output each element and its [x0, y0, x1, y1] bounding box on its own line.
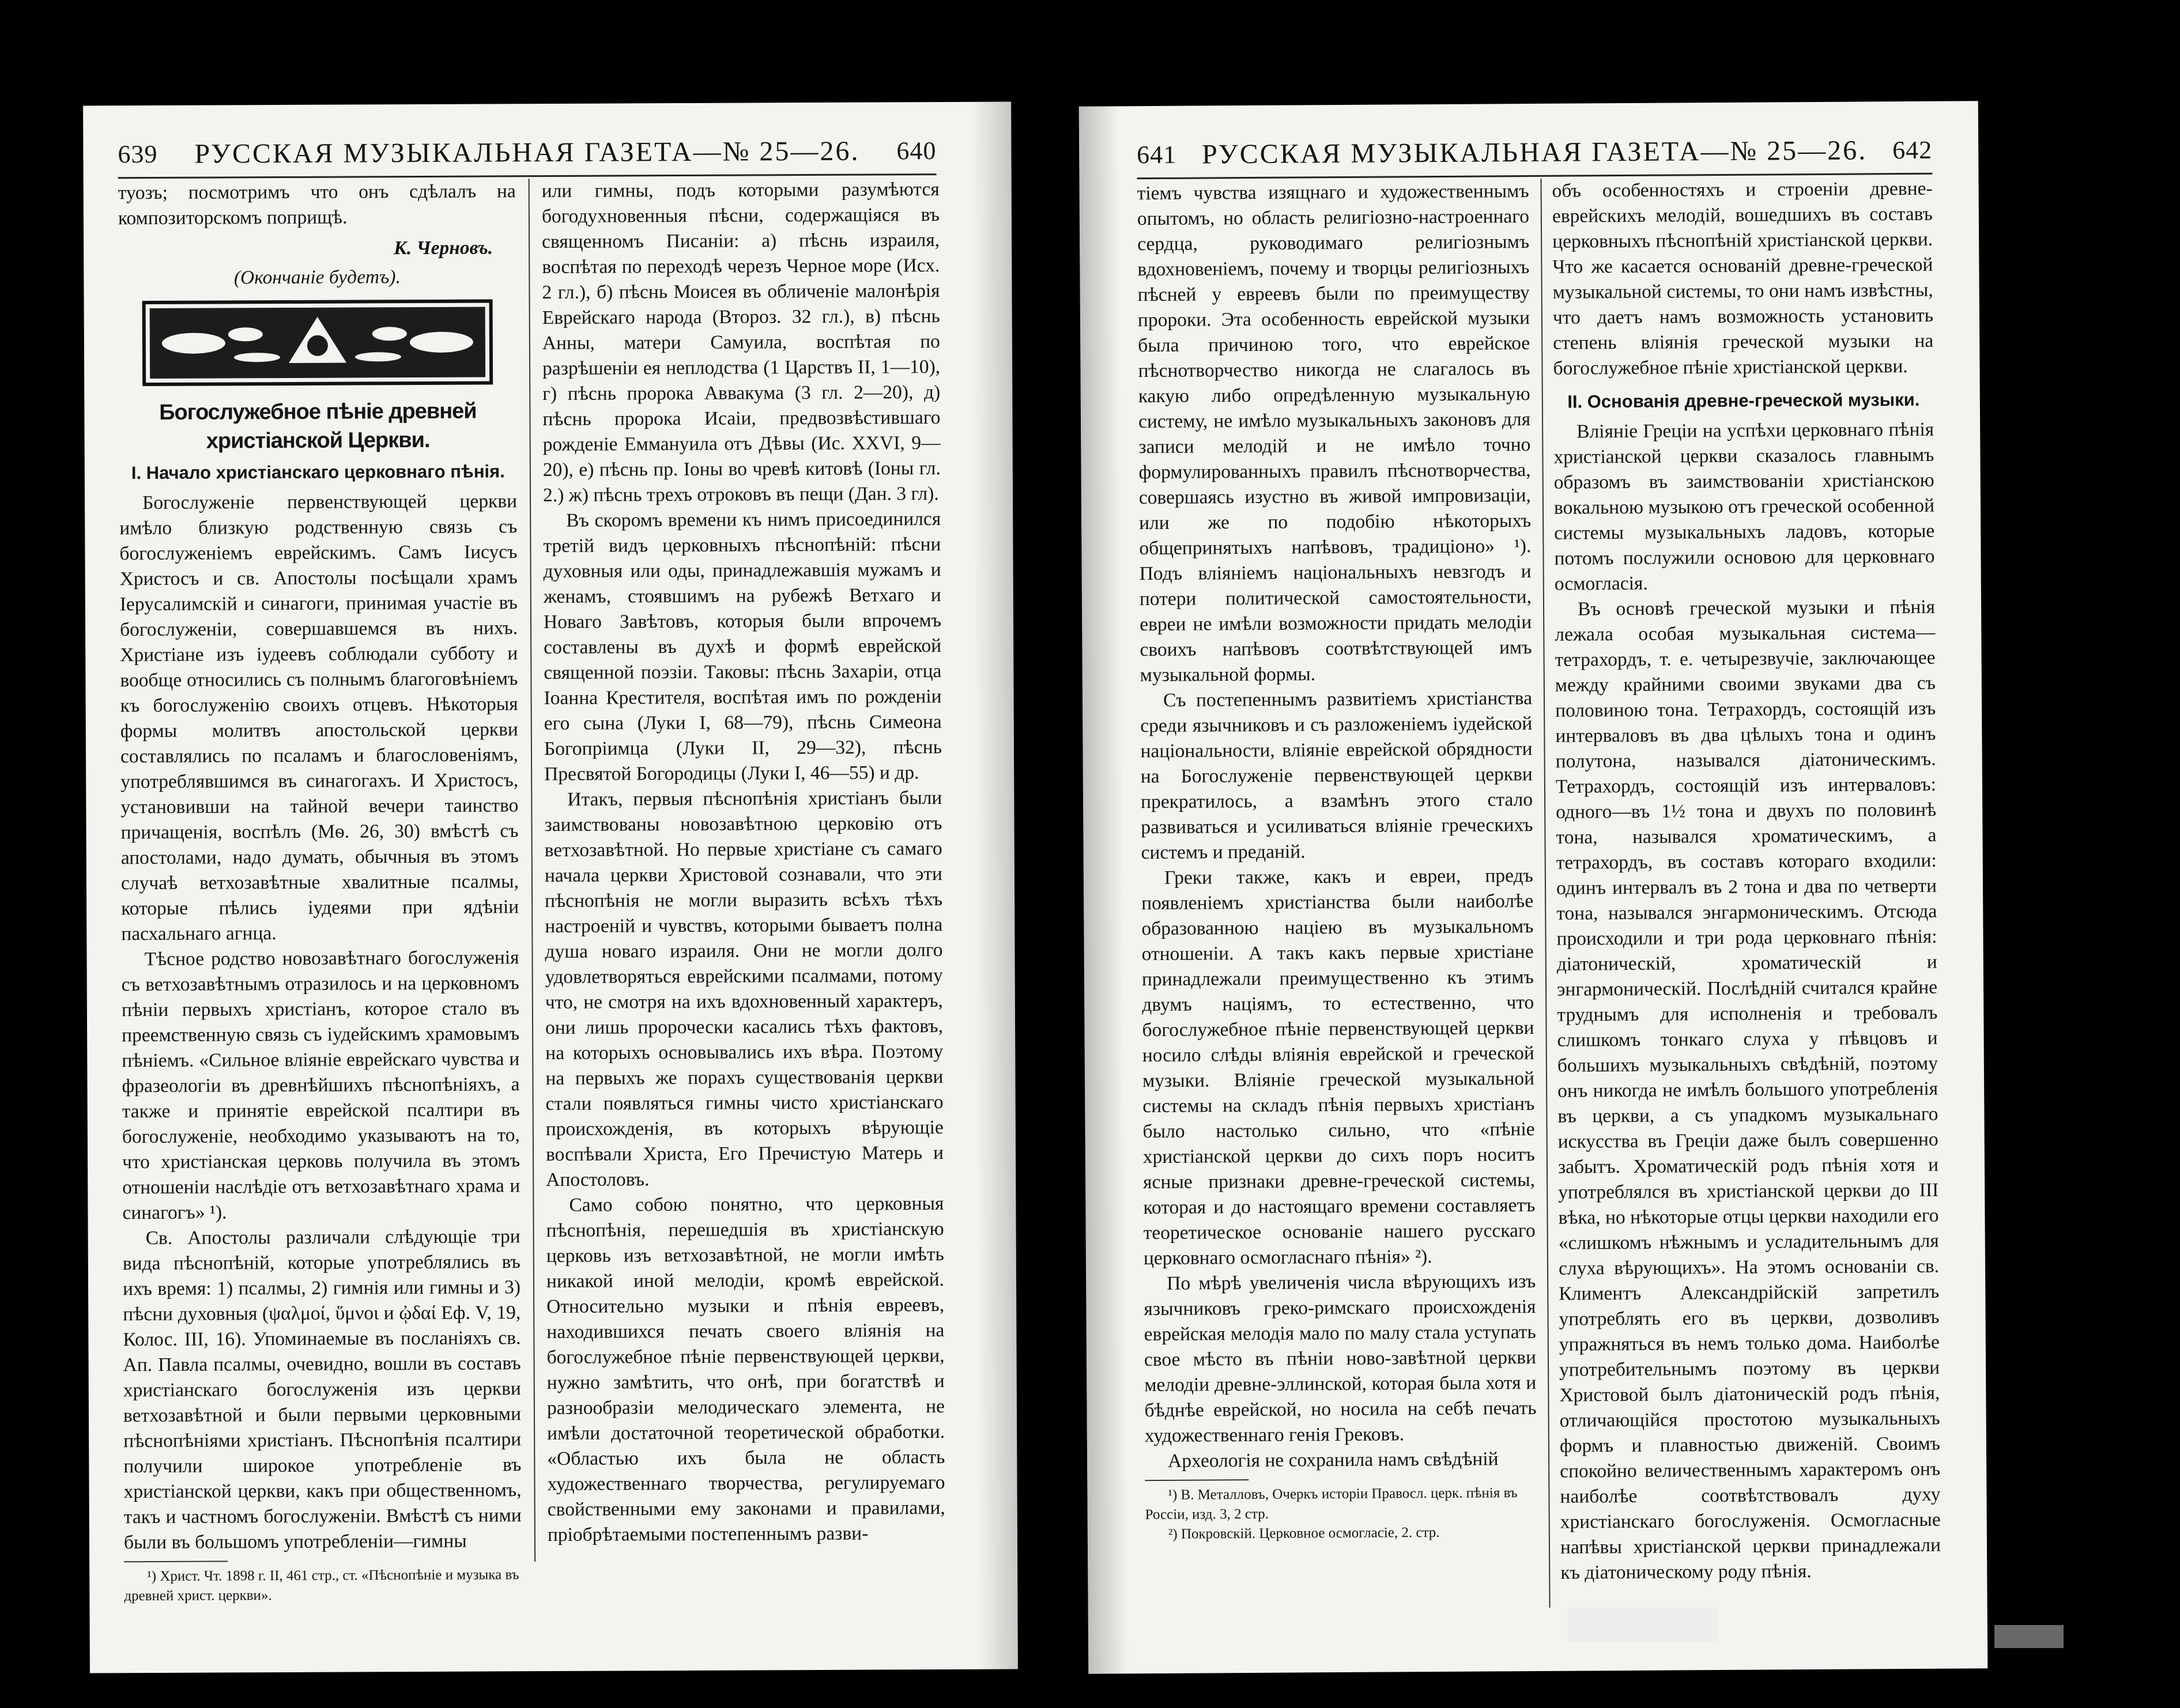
newspaper-title: РУССКАЯ МУЗЫКАЛЬНАЯ ГАЗЕТА—№ 25—26. [1202, 135, 1868, 170]
paragraph: Тѣсное родство новозавѣтнаго богослуженія съ ветхозавѣтнымъ отразилось и на церковномъ пѣніи первыхъ христіанъ, которое стало въ преемственную связь съ іудейскимъ храмовымъ пѣніемъ. «Сильное вліяніе еврейскаго чувства и фразеологіи въ древнѣйшихъ пѣснопѣніяхъ, а также и принятіе еврейской псалтири въ богослуженіе, необходимо указываютъ на то, что христіанская церковь получила въ этомъ отношеніи наслѣдіе отъ ветхозавѣтнаго храма и синагогъ» ¹). [121, 947, 521, 1224]
column-right [1552, 176, 1941, 1586]
ornamental-divider [142, 298, 494, 387]
paragraph: Археологія не сохранила намъ свѣдѣній [1167, 1448, 1499, 1472]
column-left [118, 179, 522, 1606]
running-header [118, 131, 936, 175]
paragraph: Съ постепеннымъ развитіемъ христіанства среди язычниковъ и съ разложеніемъ іудейской національности, вліяніе еврейской обрядности на Богослуженіе первенствующей церкви прекратилось, а взамѣнъ этого стало развиваться и усиливаться вліяніе греческихъ системъ и преданій. [1140, 687, 1533, 864]
scan-artifact [1568, 1608, 1718, 1642]
column-rule [529, 179, 535, 1562]
footnote-rule [124, 1560, 228, 1562]
paragraph: Богослуженіе первенствующей церкви имѣло близкую родственную связь съ богослуженіемъ еврейскимъ. Самъ Іисусъ Христосъ и св. Апостолы посѣщали храмъ Іерусалимскій и синагоги, принимая участіе въ богослуженіи, совершавшемся въ нихъ. Христіане изъ іудеевъ соблюдали субботу и вообще относились съ полнымъ благоговѣніемъ къ богослуженію своихъ отцевъ. Нѣкоторыя формы молитвъ апостольской церкви составлялись по псаламъ и благословеніямъ, употреблявшимся въ синагогахъ. И Христосъ, установивши на тайной вечери таинство причащенія, воспѣлъ (Мѳ. 26, 30) вмѣстѣ съ апостолами, надо думать, обычныя въ этомъ случаѣ ветхозавѣтные хвалитные псалмы, которые пѣлись іудеями при ядѣніи пасхальнаго агнца. [119, 490, 519, 945]
gutter-shadow [971, 102, 1018, 1669]
paragraph: Св. Апостолы различали слѣдующіе три вида пѣснопѣній, которые употреблялись въ ихъ время: 1) псалмы, 2) гимнія или гимны и 3) пѣсни духовныя (ψαλμοί, ὕμνοι и ᾠδαί Еф. V, 19, Колос. III, 16). Упоминаемые въ посланіяхъ св. Ап. Павла псалмы, очевидно, вошли въ составъ христіанскаго богослуженія изъ церкви ветхозавѣтной и были первыми церковными пѣснопѣніями христіанъ. Пѣснопѣнія псалтири получили широкое употребленіе въ христіанской церкви, какъ при общественномъ, такъ и частномъ богослуженіи. Вмѣстѣ съ ними были въ большомъ употребленіи—гимны [122, 1226, 522, 1554]
column-right [542, 177, 945, 1548]
paragraph: или гимны, подъ которыми разумѣются богодухновенныя пѣсни, содержащіяся въ священномъ Писаніи: а) пѣснь израиля, воспѣтая по переходѣ черезъ Черное море (Исх. 2 гл.), б) пѣснь Моисея въ обличеніе малонѣрія Еврейскаго народа (Второз. 32 гл.), в) пѣснь Анны, матери Самуила, воспѣтая по разрѣшеніи ея неплодства (1 Царствъ II, 1—10), г) пѣснь пророка Аввакума (3 гл. 2—20), д) пѣснь пророка Исаіи, предвозвѣстившаго рожденіе Еммануила отъ Дѣвы (Ис. XXVI, 9—20), е) пѣснь пр. Іоны во чревѣ китовѣ (Іоны гл. 2.) ж) пѣснь трехъ отроковъ въ пещи (Дан. 3 гл). [541, 179, 941, 507]
paragraph: тіемъ чувства изящнаго и художественнымъ опытомъ, но область религіозно-настроеннаго сердца, руководимаго религіознымъ вдохновеніемъ, почему и творцы религіозныхъ пѣсней у евреевъ были по преимуществу пророки. Эта особенность еврейской музыки была причиною того, что еврейское пѣснотворчество никогда не слагалось въ какую либо опредѣленную музыкальную систему, не имѣло музыкальныхъ законовъ для записи мелодій и не имѣло точно формулированныхъ правилъ пѣснотворчества, совершаясь изустно въ живой импровизаціи, или же по подобію нѣкоторыхъ общепринятыхъ напѣвовъ, традиціоно» ¹). Подъ вліяніемъ національныхъ невзгодъ и потери политической самостоятельности, евреи не имѣли возможности придать мелодіи своихъ напѣвовъ соотвѣтствующей имъ музыкальной формы. [1137, 180, 1532, 686]
footnote: ²) Покровскій. Церковное осмогласіе, 2. стр. [1168, 1525, 1440, 1542]
paragraph: Въ основѣ греческой музыки и пѣнія лежала особая музыкальная система—тетрахордъ, т. е. четырезвучіе, заключающее между крайними своими звуками два съ половиною тона. Тетрахордъ, состоящій изъ интерваловъ въ два цѣлыхъ тона и одинъ полутона, назывался діатоническимъ. Тетрахордъ, состоящій изъ интерваловъ: одного—въ 1½ тона и двухъ по половинѣ тона, назывался хроматическимъ, а тетрахордъ, въ составъ котораго входили: одинъ интервалъ въ 2 тона и два по четверти тона, назывался энгармоническимъ. Отсюда происходили и три рода церковнаго пѣнія: діатоническій, хроматическій и энгармоническій. Послѣдній считался крайне труднымъ для исполненія и требовалъ слишкомъ тонкаго слуха у пѣвцовъ и большихъ музыкальныхъ свѣдѣній, поэтому онъ никогда не имѣлъ большого употребленія въ церкви, а съ упадкомъ музыкальнаго искусства въ Греціи даже былъ совершенно забытъ. Хроматическій родъ пѣнія хотя и употреблялся въ христіанской церкви до III вѣка, но нѣкоторые отцы церкви находили его «слишкомъ нѣжнымъ и усладительнымъ для слуха вѣрующихъ». На этомъ основаніи св. Климентъ Александрійскій запретилъ употреблять его въ церкви, дозволивъ упражняться въ немъ только дома. Наиболѣе употребительнымъ поэтому въ церкви Христовой былъ діатоническій родъ пѣнія, отличающійся простотою музыкальныхъ формъ и плавностью движеній. Своимъ спокойно величественнымъ характеромъ онъ наиболѣе соотвѣтствовалъ духу христіанскаго богослуженія. Осмогласные напѣвы христіанской церкви принадлежали къ діатоническому роду пѣнія. [1555, 596, 1941, 1584]
column-rule [1540, 179, 1550, 1608]
paragraph: Греки также, какъ и евреи, предъ появленіемъ христіанства были наиболѣе образованною націею въ музыкальномъ отношеніи. А такъ какъ первые христіане принадлежали преимущественно къ этимъ двумъ націямъ, то естественно, что богослужебное пѣніе первенствующей церкви носило слѣды вліянія еврейской и греческой музыки. Вліяніе греческой музыкальной системы на складъ пѣнія первыхъ христіанъ было настолько сильно, что «пѣніе христіанской церкви до сихъ поръ носитъ ясные признаки древне-греческой системы, которая и до настоящаго времени составляетъ теоретическое основаніе нашего русскаго церковнаго осмогласнаго пѣнія» ²). [1141, 865, 1536, 1269]
paragraph: Вліяніе Греціи на успѣхи церковнаго пѣнія христіанской церкви сказалось главнымъ образомъ въ заимствованіи христіанскою вокальною музыкою отъ греческой особенной системы музыкальныхъ ладовъ, которые потомъ послужили основою для церковнаго осмогласія. [1553, 418, 1935, 595]
footnote: ¹) Христ. Чт. 1898 г. II, 461 стр., ст. «Пѣснопѣніе и музыка въ древней христ. церкви». [124, 1567, 519, 1604]
left-page [83, 102, 1018, 1673]
article-continuation: туозъ; посмотримъ что онъ сдѣлалъ на композиторскомъ поприщѣ. [118, 180, 516, 229]
footnote: ¹) В. Металловъ, Очеркъ исторіи Правосл. церк. пѣнія въ Россіи, изд. 3, 2 стр. [1145, 1485, 1518, 1523]
section-heading: II. Основанія древне-греческой музыки. [1567, 389, 1920, 412]
paragraph: Итакъ, первыя пѣснопѣнія христіанъ были заимствованы новозавѣтною церковію отъ ветхозавѣтной. Но первые христіане съ самаго начала церкви Христовой сознавали, что эти пѣснопѣнія не могли выразить всѣхъ тѣхъ настроеній и чувствъ, которыми бываетъ полна душа новаго израиля. Они не могли долго удовлетворяться еврейскими псалмами, потому что, не смотря на ихъ вдохновенный характеръ, они лишь пророчески касались тѣхъ фактовъ, на которыхъ основывались ихъ вѣра. Поэтому на первыхъ же порахъ существованія церкви стали появляться гимны чисто христіанскаго происхожденія, въ которыхъ вѣрующіе воспѣвали Христа, Его Пречистую Матерь и Апостоловъ. [544, 787, 944, 1191]
section-heading: I. Начало христіанскаго церковнаго пѣнія. [131, 461, 505, 483]
article-heading: Богослужебное пѣніе древней христіанской Церкви. [159, 399, 477, 454]
author-signature: К. Черновъ. [394, 237, 493, 259]
page-number: 641 [1137, 140, 1177, 169]
footnote-rule [1145, 1479, 1249, 1481]
column-left [1137, 179, 1537, 1544]
paragraph: Само собою понятно, что церковныя пѣснопѣнія, перешедшія въ христіанскую церковь изъ ветхозавѣтной, не могли имѣть никакой иной мелодіи, кромѣ еврейской. Относительно музыки и пѣнія евреевъ, находившихся печать своего вліянія на богослужебное пѣніе первенствующей церкви, нужно замѣтить, что онѣ, при богатствѣ и разнообразіи мелодическаго элемента, не имѣли достаточной теоретической обработки. «Областью ихъ была не область художественнаго творчества, регулируемаго свойственными ему законами и правилами, пріобрѣтаемыми постепеннымъ разви- [546, 1193, 945, 1546]
newspaper-title: РУССКАЯ МУЗЫКАЛЬНАЯ ГАЗЕТА—№ 25—26. [194, 135, 860, 169]
gutter-shadow [1079, 106, 1129, 1673]
paragraph: объ особенностяхъ и строеніи древне-еврейскихъ мелодій, вошедшихъ въ составъ церковныхъ пѣснопѣній христіанской церкви. Что же касается основаній древне-греческой музыкальной системы, то они намъ извѣстны, что даетъ намъ возможность установить степень вліянія греческой музыки на богослужебное пѣніе христіанской церкви. [1552, 177, 1934, 379]
paragraph: По мѣрѣ увеличенія числа вѣрующихъ изъ язычниковъ греко-римскаго происхожденія еврейская мелодія мало по малу стала уступать свое мѣсто въ пѣніи ново-завѣтной церкви мелодіи древне-эллинской, которая была хотя и бѣднѣе еврейской, но носила на себѣ печать художественнаго генія Грековъ. [1144, 1270, 1537, 1447]
page-number: 642 [1892, 135, 1933, 165]
page-number: 640 [896, 137, 937, 165]
to-be-continued-note: (Окончаніе будетъ). [233, 266, 401, 289]
right-page [1079, 101, 1988, 1673]
paragraph: Въ скоромъ времени къ нимъ присоединился третій видъ церковныхъ пѣснопѣній: пѣсни духовныя или оды, принадлежавшія мужамъ и женамъ, стоявшимъ на рубежѣ Ветхаго и Новаго Завѣтовъ, которыя были впрочемъ составлены въ духѣ и формѣ еврейской священной поэзіи. Таковы: пѣснь Захаріи, отца Іоанна Крестителя, воспѣтая имъ по рожденіи его сына (Луки I, 68—79), пѣснь Симеона Богопріимца (Луки II, 29—32), пѣснь Пресвятой Богородицы (Луки I, 46—55) и др. [543, 508, 942, 785]
page-number: 639 [118, 139, 158, 169]
scan-artifact [1994, 1625, 2064, 1648]
running-header [1137, 130, 1932, 175]
